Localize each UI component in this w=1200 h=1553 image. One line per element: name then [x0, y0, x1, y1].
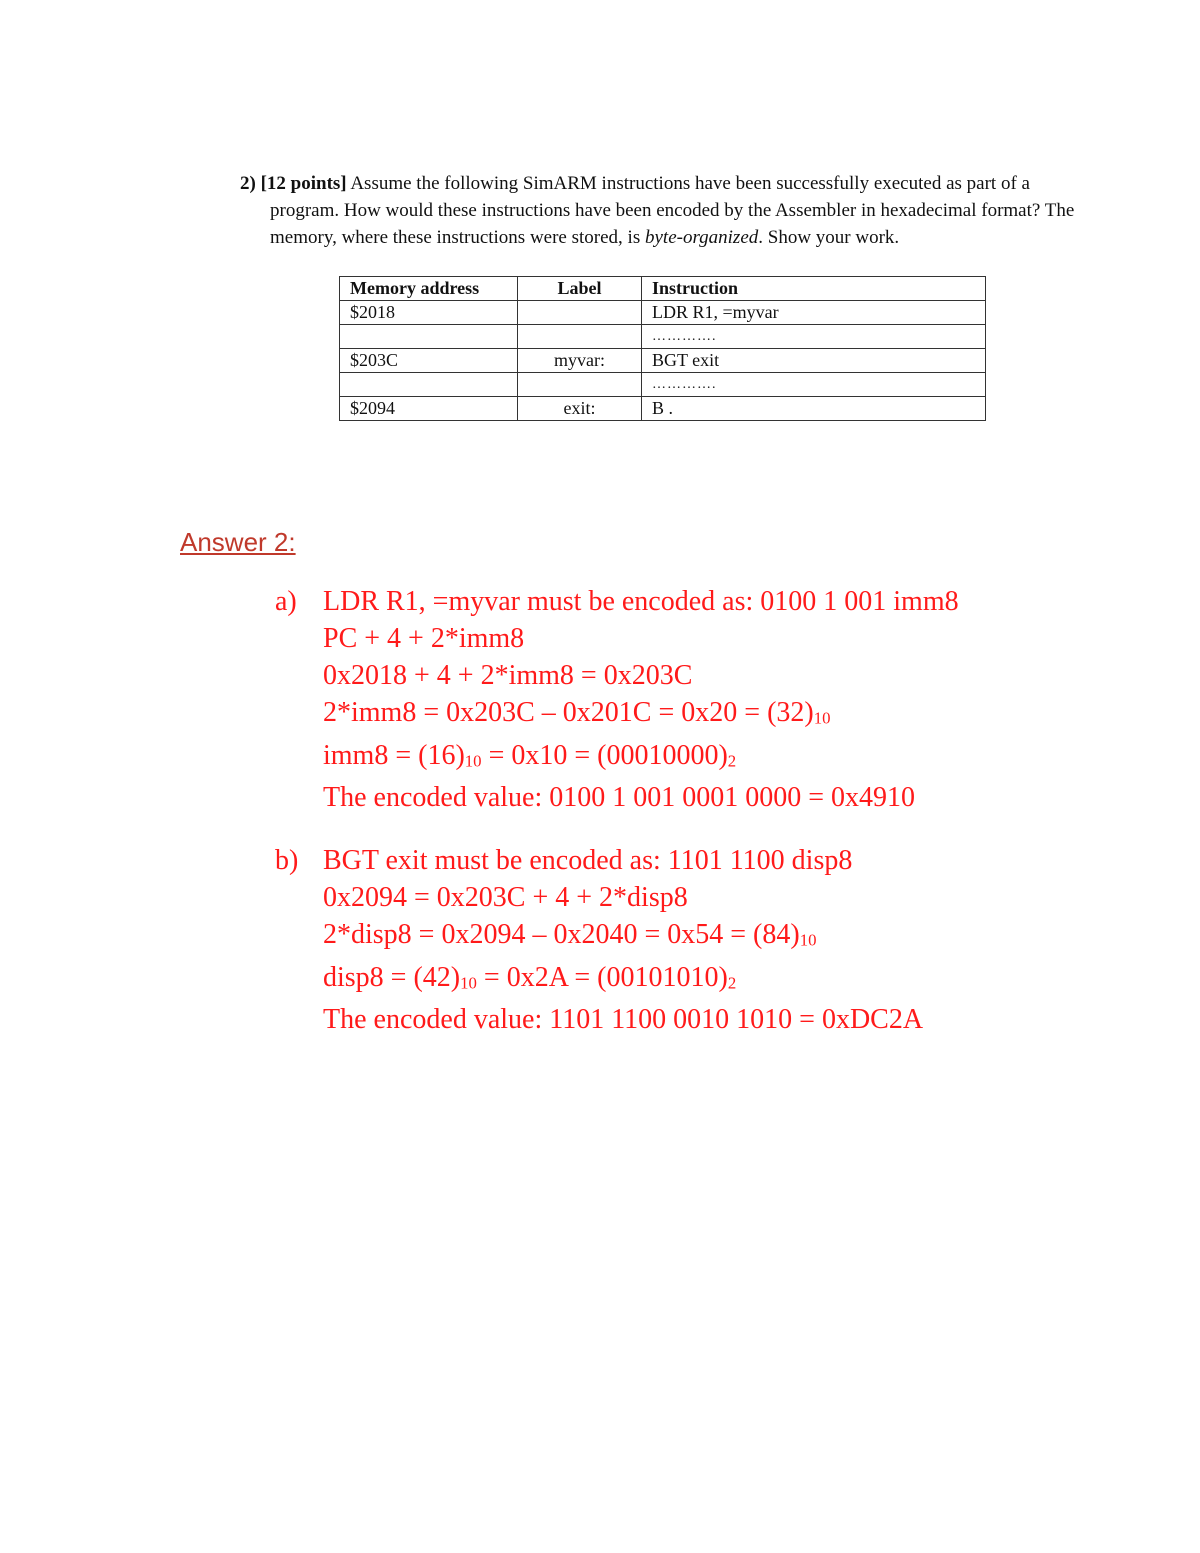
- answer-b-line-4-sub-2: 2: [727, 973, 737, 993]
- answer-b-line-1: BGT exit must be encoded as: 1101 1100 disp8: [323, 845, 853, 876]
- header-memory-address: Memory address: [340, 277, 518, 301]
- answer-b-line-4-text-b: = 0x2A = (00101010): [476, 961, 728, 993]
- question-text-3c: . Show your work.: [758, 227, 900, 248]
- answer-b-line-5: The encoded value: 1101 1100 0010 1010 = 0xDC2A: [323, 1004, 924, 1036]
- question-text: [240, 170, 1180, 251]
- answer-a-line-4: [323, 694, 959, 737]
- cell-address: [340, 373, 518, 397]
- table-row: [340, 325, 986, 349]
- cell-address: [340, 325, 518, 349]
- question-emphasis: byte-organized: [644, 227, 759, 248]
- table-header-row: [340, 277, 986, 301]
- answer-a-line-1: LDR R1, =myvar must be encoded as: 0100 1 001 imm8: [323, 586, 959, 617]
- cell-address: $2094: [340, 397, 518, 421]
- answer-b-line-4-text-a: disp8 = (42): [323, 961, 461, 993]
- table-row: [340, 301, 986, 325]
- question-line-3: [240, 224, 1180, 251]
- answer-a-line-5-text-a: imm8 = (16): [323, 739, 465, 771]
- table-row: [340, 349, 986, 373]
- question-number: 2): [240, 173, 256, 194]
- question-line-1: [240, 170, 1180, 197]
- cell-label: [518, 301, 642, 325]
- cell-address: $2018: [340, 301, 518, 325]
- cell-instruction: ………….: [642, 325, 986, 349]
- answer-part-a: [275, 583, 959, 816]
- cell-label: [518, 325, 642, 349]
- answer-b-line-3: [323, 916, 923, 959]
- answer-part-b: [275, 842, 924, 1038]
- question-line-2: program. How would these instructions have been encoded by the Assembler in hexadecimal format? The: [270, 200, 1075, 221]
- answer-a-line-4-sub: 10: [813, 708, 831, 728]
- answer-a-line-2: PC + 4 + 2*imm8: [323, 623, 525, 654]
- header-label: Label: [518, 277, 642, 301]
- cell-instruction: ………….: [642, 373, 986, 397]
- cell-instruction: B .: [642, 397, 986, 421]
- cell-instruction: BGT exit: [642, 349, 986, 373]
- question-text-3a: memory, where these instructions were stored, is: [270, 227, 645, 248]
- answer-b-line-3-text: 2*disp8 = 0x2094 – 0x2040 = 0x54 = (84): [323, 919, 800, 950]
- answer-a-line-4-text: 2*imm8 = 0x203C – 0x201C = 0x20 = (32): [323, 697, 814, 728]
- table-row: [340, 373, 986, 397]
- answer-a-marker: a): [275, 586, 297, 617]
- header-instruction: Instruction: [642, 277, 986, 301]
- cell-label: exit:: [518, 397, 642, 421]
- cell-address: $203C: [340, 349, 518, 373]
- answer-a-line-5-sub-1: 10: [464, 751, 482, 771]
- answer-a-line-6: The encoded value: 0100 1 001 0001 0000 = 0x4910: [323, 782, 916, 814]
- question-text-1: Assume the following SimARM instructions have been successfully executed as part of a: [350, 173, 1030, 194]
- table-row: [340, 397, 986, 421]
- answer-b-line-4: [323, 959, 923, 1002]
- answer-a-line-5-sub-2: 2: [727, 751, 737, 771]
- cell-label: myvar:: [518, 349, 642, 373]
- question-points: [12 points]: [260, 173, 347, 194]
- answer-b-line-4-sub-1: 10: [460, 973, 477, 993]
- memory-table: [339, 276, 986, 421]
- answer-a-line-5-text-b: = 0x10 = (00010000): [481, 739, 728, 771]
- answer-b-line-2: 0x2094 = 0x203C + 4 + 2*disp8: [323, 882, 688, 913]
- answer-b-marker: b): [275, 845, 299, 876]
- answer-label: Answer 2:: [180, 527, 296, 557]
- cell-label: [518, 373, 642, 397]
- answer-a-line-3: 0x2018 + 4 + 2*imm8 = 0x203C: [323, 660, 693, 691]
- answer-a-line-5: [323, 737, 959, 780]
- answer-b-line-3-sub: 10: [799, 930, 817, 950]
- cell-instruction: LDR R1, =myvar: [642, 301, 986, 325]
